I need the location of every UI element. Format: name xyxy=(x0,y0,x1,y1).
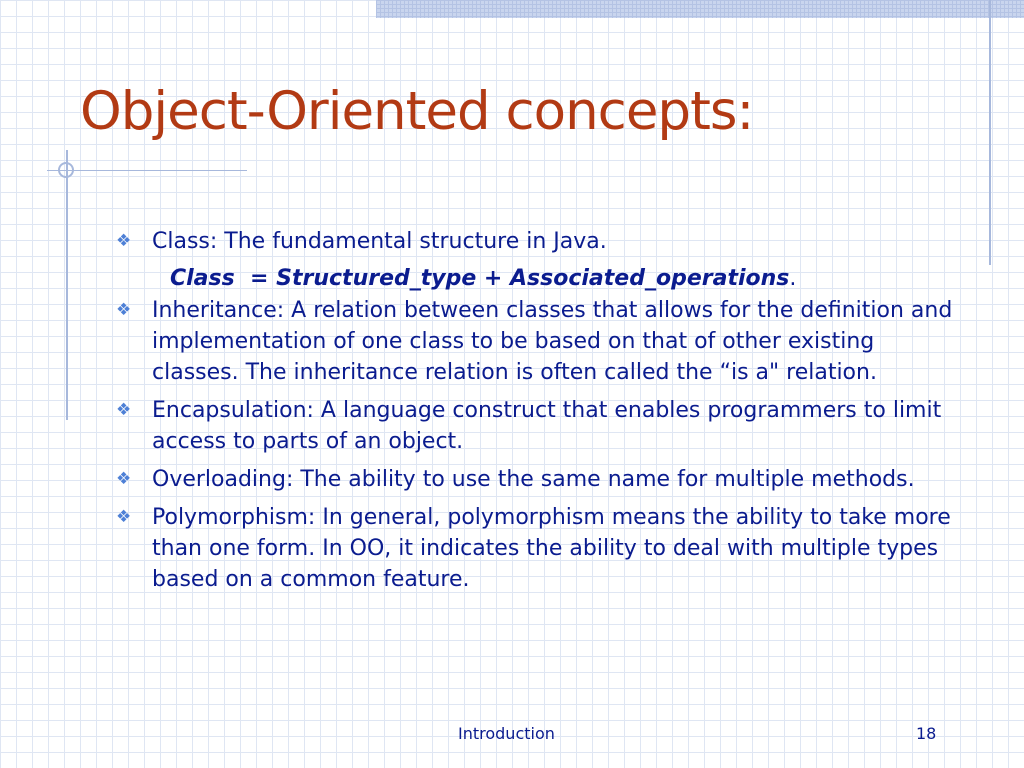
diamond-bullet-icon: ❖ xyxy=(116,507,132,527)
diamond-bullet-icon: ❖ xyxy=(116,400,132,420)
diamond-bullet-icon: ❖ xyxy=(116,231,132,251)
footer-title: Introduction xyxy=(458,724,555,743)
class-formula xyxy=(170,263,796,294)
diamond-bullet-icon: ❖ xyxy=(116,469,132,489)
class-formula-text: Class = Structured_type + Associated_operations xyxy=(170,266,790,291)
bullet-text: Overloading: The ability to use the same name for multiple methods. xyxy=(152,467,915,492)
decorative-top-band xyxy=(376,0,1024,18)
page-number: 18 xyxy=(916,724,937,743)
bullet-text: Polymorphism: In general, polymorphism means the ability to take more than one form. In OO, it indicates the ability to deal with multiple types based on a common feature. xyxy=(152,505,951,592)
decorative-circle xyxy=(58,162,74,178)
bullet-class xyxy=(116,226,966,257)
decorative-right-line xyxy=(989,0,991,265)
bullet-polymorphism xyxy=(116,502,966,595)
bullet-overloading xyxy=(116,464,966,495)
bullet-encapsulation xyxy=(116,395,966,457)
diamond-bullet-icon: ❖ xyxy=(116,300,132,320)
bullet-text: Class: The fundamental structure in Java. xyxy=(152,229,607,254)
bullet-inheritance xyxy=(116,295,966,388)
decorative-title-underline xyxy=(47,170,247,171)
decorative-left-line xyxy=(66,150,68,420)
bullet-text: Inheritance: A relation between classes that allows for the definition and implementation of one class to be based on that of other existing classes. The inheritance relation is often called the “is a" relation. xyxy=(152,298,953,385)
class-formula-period: . xyxy=(789,266,797,291)
bullet-text: Encapsulation: A language construct that enables programmers to limit access to parts of an object. xyxy=(152,398,942,454)
slide-title: Object-Oriented concepts: xyxy=(80,81,754,142)
